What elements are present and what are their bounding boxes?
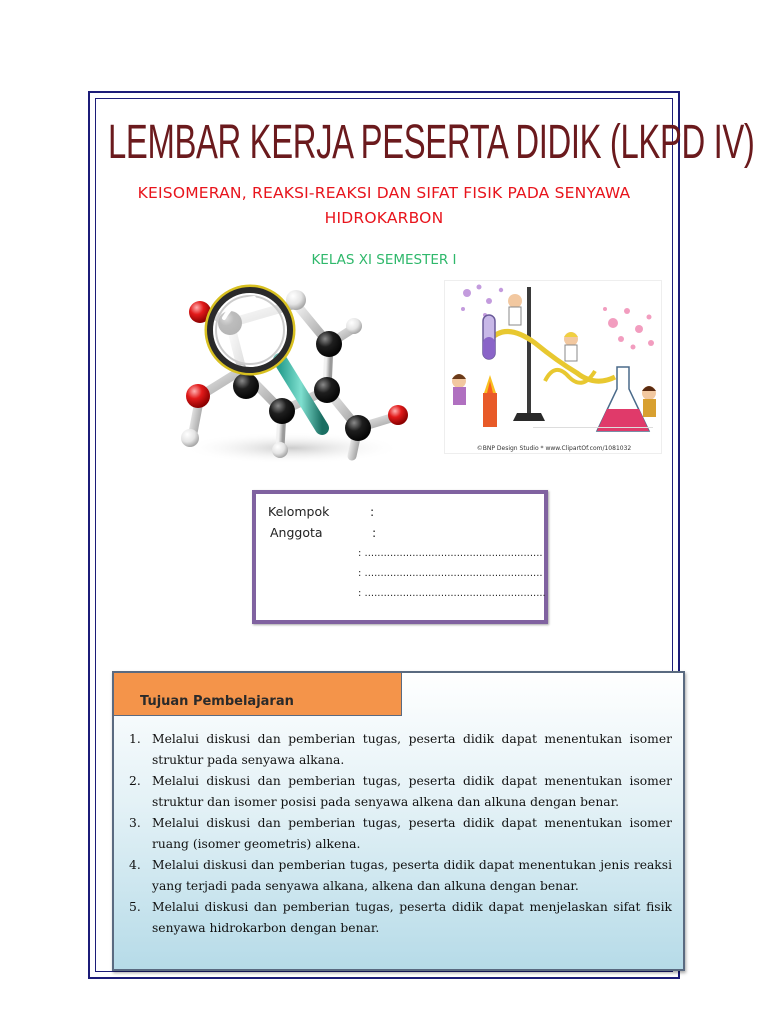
- member-line-text: : ........................................................: [358, 548, 543, 559]
- molecule-magnifier-icon: [172, 278, 422, 468]
- subtitle-line-1: KEISOMERAN, REAKSI-REAKSI DAN SIFAT FISIK PADA SENYAWA: [137, 184, 631, 202]
- clipart-caption: ©BNP Design Studio * www.ClipartOf.com/1081032: [476, 445, 632, 452]
- objective-item: [126, 897, 672, 939]
- objective-item: [126, 855, 672, 897]
- objective-text: Melalui diskusi dan pemberian tugas, peserta didik dapat menentukan isomer ruang (isomer geometris) alkena.: [152, 816, 672, 851]
- objective-text: Melalui diskusi dan pemberian tugas, peserta didik dapat menentukan isomer struktur dan isomer posisi pada senyawa alkena dan alkuna dengan benar.: [152, 774, 672, 809]
- objective-item: [126, 729, 672, 771]
- members-label: Anggota: [270, 525, 323, 540]
- objective-number: 4.: [129, 858, 141, 872]
- learning-objectives-box: [112, 671, 685, 971]
- learning-objectives-list: [126, 729, 672, 939]
- class-info: KELAS XI SEMESTER I: [311, 252, 457, 268]
- objective-item: [126, 771, 672, 813]
- group-row: [268, 504, 538, 520]
- learning-objectives-header: [114, 673, 402, 716]
- objective-text: Melalui diskusi dan pemberian tugas, peserta didik dapat menentukan jenis reaksi yang terjadi pada senyawa alkana, alkena dan alkuna dengan benar.: [152, 858, 672, 893]
- chemistry-lab-clipart-icon: [445, 281, 662, 454]
- member-line-text: : .........................................................: [358, 588, 546, 599]
- group-label: Kelompok: [268, 504, 330, 519]
- members-row: [270, 525, 540, 541]
- objective-number: 5.: [129, 900, 141, 914]
- objective-text: Melalui diskusi dan pemberian tugas, peserta didik dapat menentukan isomer struktur pada senyawa alkana.: [152, 732, 672, 767]
- objective-number: 1.: [129, 732, 141, 746]
- objective-item: [126, 813, 672, 855]
- document-title: LEMBAR KERJA PESERTA DIDIK (LKPD IV): [108, 113, 755, 169]
- lab-clipart: [444, 280, 662, 454]
- group-colon: :: [370, 504, 375, 519]
- member-line-text: : ........................................................: [358, 568, 543, 579]
- objective-number: 3.: [129, 816, 141, 830]
- objective-text: Melalui diskusi dan pemberian tugas, peserta didik dapat menjelaskan sifat fisik senyawa hidrokarbon dengan benar.: [152, 900, 672, 935]
- objective-number: 2.: [129, 774, 141, 788]
- learning-objectives-title: Tujuan Pembelajaran: [140, 694, 294, 709]
- members-colon: :: [372, 525, 377, 540]
- document-subtitle: [100, 181, 668, 231]
- subtitle-line-2: HIDROKARBON: [324, 209, 444, 227]
- identity-form-box: [252, 490, 548, 624]
